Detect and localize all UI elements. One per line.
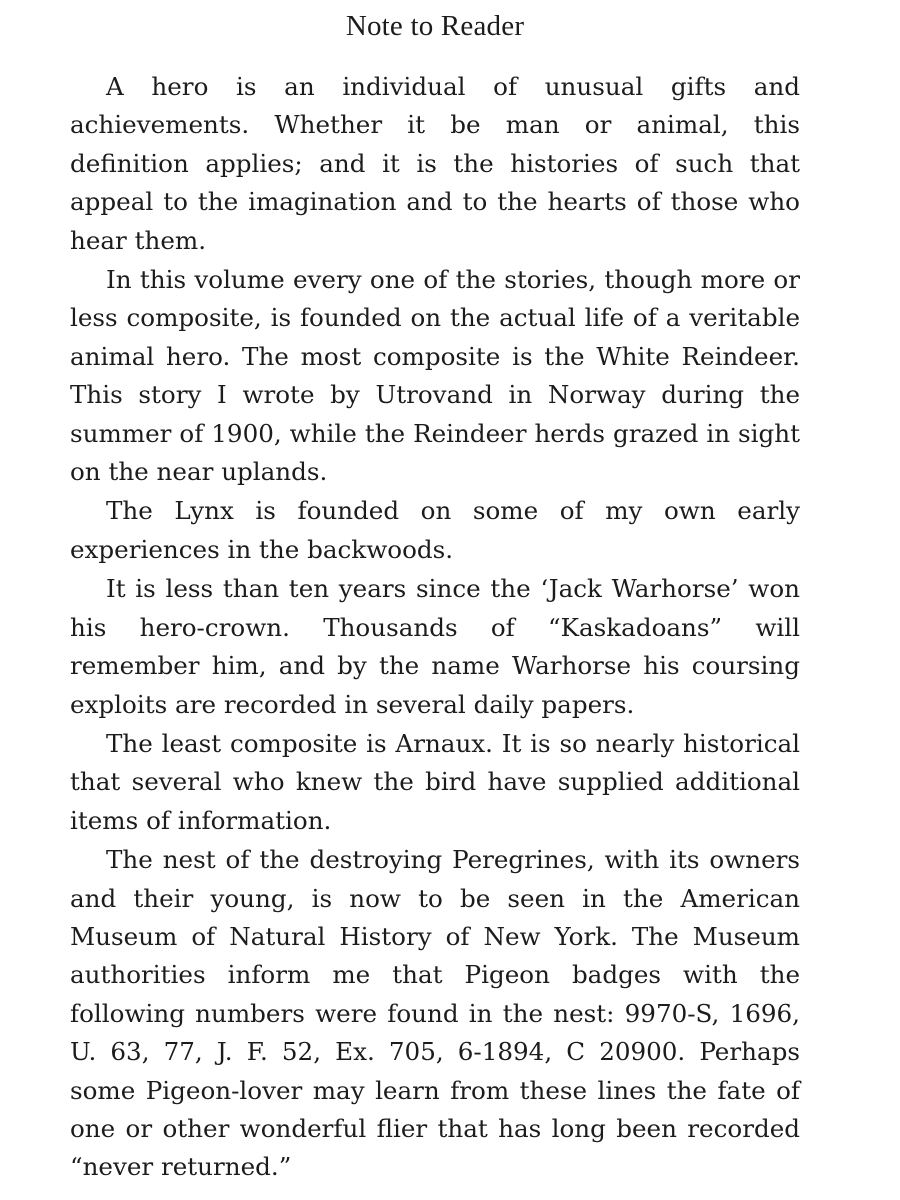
- page-body: [70, 68, 800, 1187]
- page-title: Note to Reader: [345, 10, 525, 42]
- paragraph-2: In this volume every one of the stories, though more or less composite, is founded on the actual life of a veritable animal hero. The most composite is the White Reindeer. This story I wrote by Utrovand in Norway during the summer of 1900, while the Reindeer herds grazed in sight on the near uplands.: [70, 265, 800, 487]
- paragraph-6: The nest of the destroying Peregrines, with its owners and their young, is now to be seen in the American Museum of Natural History of New York. The Museum authorities inform me that Pigeon badges with the following numbers were found in the nest: 9970-S, 1696, U. 63, 77, J. F. 52, Ex. 705, 6-1894, C 20900. Perhaps some Pigeon-lover may learn from these lines the fate of one or other wonderful flier that has long been recorded “never returned.”: [70, 845, 800, 1182]
- paragraph-1: A hero is an individual of unusual gifts and achievements. Whether it be man or animal, this definition applies; and it is the histories of such that appeal to the imagination and to the hearts of those who hear them.: [70, 72, 800, 255]
- book-page: [70, 0, 800, 1187]
- paragraph-5: The least composite is Arnaux. It is so nearly historical that several who knew the bird have supplied additional items of information.: [70, 728, 800, 835]
- paragraph-4: It is less than ten years since the ‘Jack Warhorse’ won his hero-crown. Thousands of “Kaskadoans” will remember him, and by the name Warhorse his coursing exploits are recorded in several daily papers.: [70, 574, 800, 719]
- paragraph-3: The Lynx is founded on some of my own early experiences in the backwoods.: [70, 496, 800, 564]
